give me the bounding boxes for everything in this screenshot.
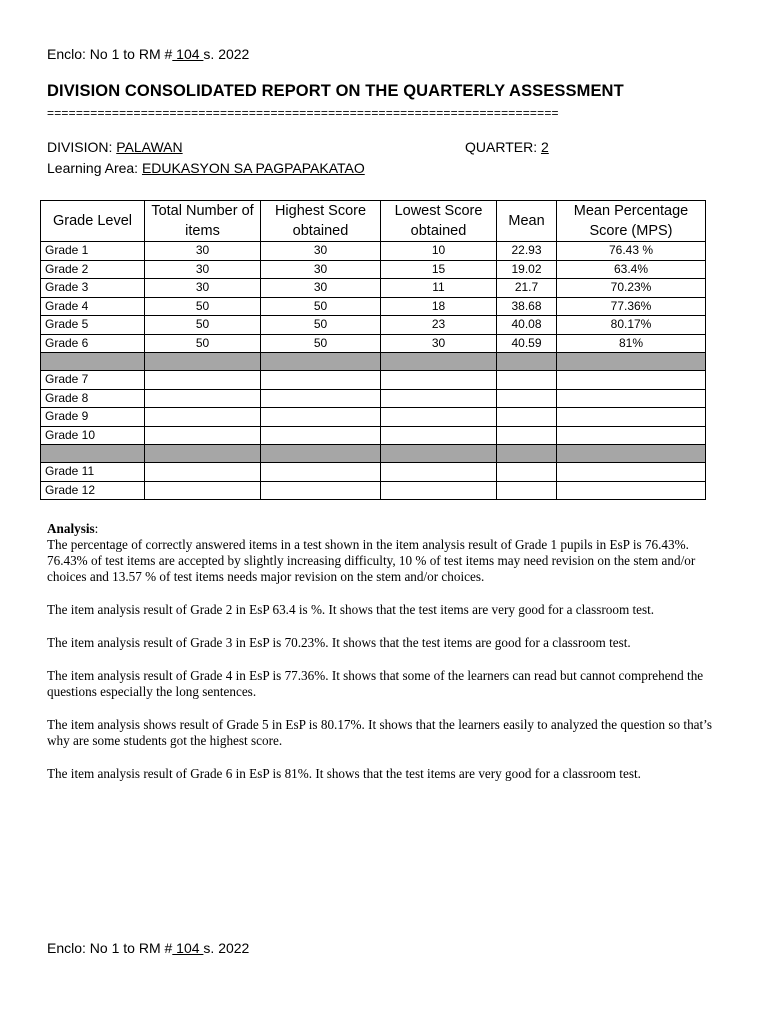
document-title: DIVISION CONSOLIDATED REPORT ON THE QUARTERLY ASSESSMENT xyxy=(47,82,624,100)
table-row xyxy=(41,408,706,427)
table-cell: 18 xyxy=(381,297,497,316)
table-cell: 11 xyxy=(381,279,497,298)
table-cell: 22.93 xyxy=(497,242,557,261)
table-cell xyxy=(497,426,557,445)
table-cell: 10 xyxy=(381,242,497,261)
table-cell xyxy=(381,408,497,427)
header-highest-score: Highest Score obtained xyxy=(261,201,381,242)
learning-area-line xyxy=(47,160,365,176)
table-cell: 50 xyxy=(261,297,381,316)
header-grade-level: Grade Level xyxy=(41,201,145,242)
separator-cell xyxy=(557,445,706,463)
table-cell xyxy=(145,389,261,408)
table-cell: 30 xyxy=(381,334,497,353)
table-cell xyxy=(261,481,381,500)
table-cell: 81% xyxy=(557,334,706,353)
separator-cell xyxy=(261,445,381,463)
table-cell: 30 xyxy=(145,260,261,279)
separator-cell xyxy=(381,353,497,371)
enclosure-header xyxy=(47,46,249,62)
table-cell xyxy=(497,408,557,427)
header-lowest-score: Lowest Score obtained xyxy=(381,201,497,242)
enclosure-footer xyxy=(47,940,249,956)
table-cell xyxy=(557,481,706,500)
table-cell: 70.23% xyxy=(557,279,706,298)
table-cell xyxy=(497,463,557,482)
grade-cell: Grade 2 xyxy=(41,260,145,279)
table-cell xyxy=(381,371,497,390)
analysis-heading-line: Analysis: xyxy=(47,521,99,536)
table-row xyxy=(41,334,706,353)
separator-cell xyxy=(145,445,261,463)
enclosure-suffix: s. 2022 xyxy=(203,940,250,956)
grade-cell: Grade 8 xyxy=(41,389,145,408)
analysis-paragraph: The item analysis result of Grade 2 in EsP 63.4 is %. It shows that the test items are very good for a classroom test. xyxy=(47,602,655,617)
table-cell: 38.68 xyxy=(497,297,557,316)
table-row xyxy=(41,316,706,335)
table-cell: 76.43 % xyxy=(557,242,706,261)
analysis-heading: Analysis xyxy=(47,521,95,536)
table-cell xyxy=(381,481,497,500)
grade-cell: Grade 12 xyxy=(41,481,145,500)
table-cell: 63.4% xyxy=(557,260,706,279)
table-cell xyxy=(145,371,261,390)
grade-cell: Grade 11 xyxy=(41,463,145,482)
table-cell: 40.59 xyxy=(497,334,557,353)
table-cell: 80.17% xyxy=(557,316,706,335)
grade-cell: Grade 3 xyxy=(41,279,145,298)
separator-cell xyxy=(557,353,706,371)
table-cell xyxy=(497,481,557,500)
table-cell xyxy=(145,463,261,482)
table-row xyxy=(41,260,706,279)
analysis-paragraph: The item analysis result of Grade 6 in EsP is 81%. It shows that the test items are very good for a classroom test. xyxy=(47,766,641,781)
table-row xyxy=(41,279,706,298)
grade-cell: Grade 9 xyxy=(41,408,145,427)
separator-cell xyxy=(145,353,261,371)
grade-cell: Grade 7 xyxy=(41,371,145,390)
table-cell xyxy=(261,408,381,427)
title-rule: ======================================================================= xyxy=(47,106,559,120)
table-cell xyxy=(557,408,706,427)
separator-row xyxy=(41,353,706,371)
table-cell xyxy=(557,463,706,482)
analysis-paragraph: The item analysis shows result of Grade 5 in EsP is 80.17%. It shows that the learners easily to analyzed the question so that’s why are some students got the highest score. xyxy=(47,717,712,748)
table-cell: 50 xyxy=(145,316,261,335)
table-cell xyxy=(145,481,261,500)
header-total-items: Total Number of items xyxy=(145,201,261,242)
enclosure-number: 104 xyxy=(172,940,204,956)
table-body xyxy=(41,242,706,500)
learning-area-label: Learning Area: xyxy=(47,160,142,176)
table-cell: 50 xyxy=(145,334,261,353)
table-row xyxy=(41,371,706,390)
table-row xyxy=(41,297,706,316)
grade-cell: Grade 1 xyxy=(41,242,145,261)
header-mean: Mean xyxy=(497,201,557,242)
table-cell xyxy=(557,389,706,408)
table-cell: 40.08 xyxy=(497,316,557,335)
grade-cell: Grade 10 xyxy=(41,426,145,445)
enclosure-prefix: Enclo: No 1 to RM # xyxy=(47,46,173,62)
table-cell xyxy=(261,426,381,445)
table-cell xyxy=(145,408,261,427)
enclosure-number: 104 xyxy=(172,46,204,62)
quarter-label: QUARTER: xyxy=(465,139,541,155)
learning-area-value: EDUKASYON SA PAGPAPAKATAO xyxy=(141,160,365,176)
analysis-section xyxy=(47,521,717,799)
grade-cell: Grade 6 xyxy=(41,334,145,353)
table-row xyxy=(41,426,706,445)
grade-cell: Grade 4 xyxy=(41,297,145,316)
assessment-table xyxy=(40,200,706,500)
table-cell: 50 xyxy=(261,316,381,335)
table-cell: 30 xyxy=(145,242,261,261)
quarter-value: 2 xyxy=(540,139,549,155)
table-row xyxy=(41,242,706,261)
division-value: PALAWAN xyxy=(116,139,183,155)
table-cell: 30 xyxy=(145,279,261,298)
table-cell xyxy=(557,426,706,445)
analysis-paragraph: The item analysis result of Grade 4 in EsP is 77.36%. It shows that some of the learners can read but cannot comprehend the questions especially the long sentences. xyxy=(47,668,704,699)
enclosure-suffix: s. 2022 xyxy=(203,46,250,62)
quarter-line xyxy=(465,139,549,155)
table-row xyxy=(41,481,706,500)
table-header-row xyxy=(41,201,706,242)
table-row xyxy=(41,463,706,482)
table-cell xyxy=(497,371,557,390)
table-cell xyxy=(497,389,557,408)
division-line xyxy=(47,139,183,155)
table-cell: 30 xyxy=(261,242,381,261)
table-cell xyxy=(261,389,381,408)
table-cell xyxy=(261,371,381,390)
grade-cell: Grade 5 xyxy=(41,316,145,335)
table-cell xyxy=(261,463,381,482)
table-cell: 15 xyxy=(381,260,497,279)
analysis-paragraph: The item analysis result of Grade 3 in EsP is 70.23%. It shows that the test items are good for a classroom test. xyxy=(47,635,631,650)
division-label: DIVISION: xyxy=(47,139,117,155)
table-cell: 77.36% xyxy=(557,297,706,316)
separator-cell xyxy=(381,445,497,463)
table-cell xyxy=(557,371,706,390)
separator-cell xyxy=(261,353,381,371)
analysis-paragraph: The percentage of correctly answered items in a test shown in the item analysis result of Grade 1 pupils in EsP is 76.43%. 76.43% of test items are accepted by slightly increasing difficulty, 10 % of test items may need revision on the stem and/or choices and 13.57 % of test items needs major revision on the stem and/or choices. xyxy=(47,537,696,584)
table-cell: 21.7 xyxy=(497,279,557,298)
table-cell xyxy=(145,426,261,445)
table-cell: 50 xyxy=(261,334,381,353)
separator-cell xyxy=(497,445,557,463)
enclosure-prefix: Enclo: No 1 to RM # xyxy=(47,940,173,956)
separator-row xyxy=(41,445,706,463)
table-cell: 30 xyxy=(261,260,381,279)
table-cell xyxy=(381,426,497,445)
table-cell: 50 xyxy=(145,297,261,316)
table-cell: 30 xyxy=(261,279,381,298)
separator-cell xyxy=(41,445,145,463)
table-cell: 19.02 xyxy=(497,260,557,279)
separator-cell xyxy=(497,353,557,371)
table-cell xyxy=(381,389,497,408)
table-cell xyxy=(381,463,497,482)
table-cell: 23 xyxy=(381,316,497,335)
table-row xyxy=(41,389,706,408)
separator-cell xyxy=(41,353,145,371)
header-mps: Mean Percentage Score (MPS) xyxy=(557,201,706,242)
